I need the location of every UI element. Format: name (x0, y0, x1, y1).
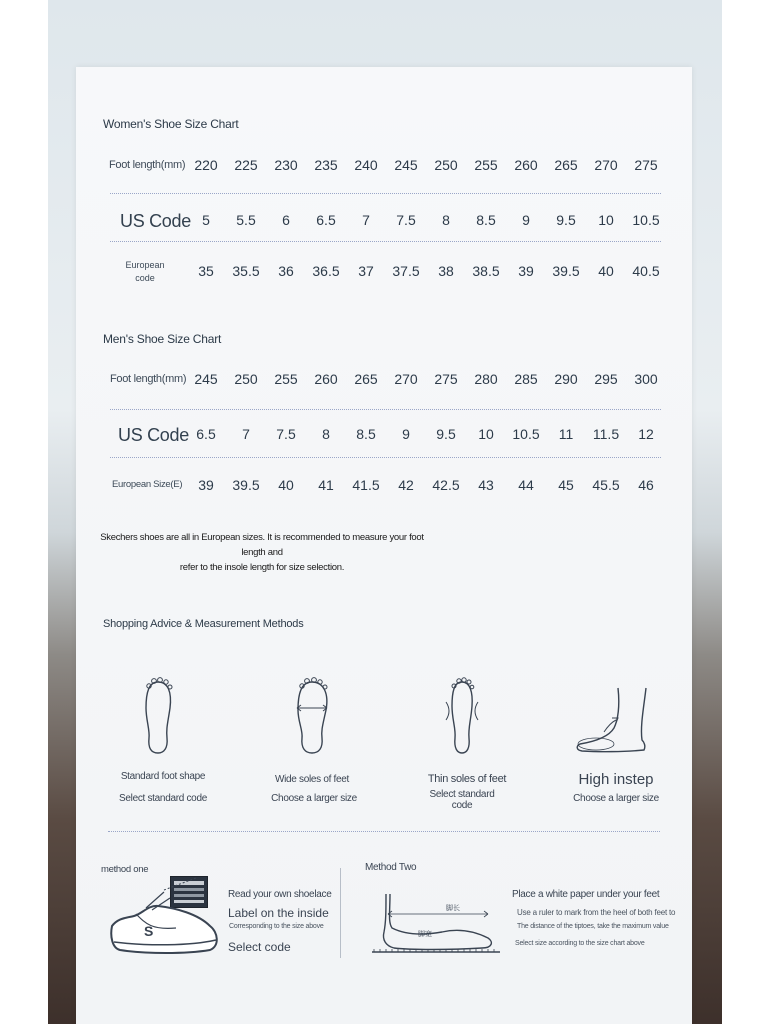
women-foot-length-row (186, 157, 666, 173)
women-us-cell: 10.5 (632, 212, 660, 228)
men-foot-length-row (186, 371, 666, 387)
women-us-cell: 5.5 (236, 212, 256, 228)
women-eu-label-line: code (135, 273, 155, 283)
men-eu-cell: 41.5 (352, 477, 380, 493)
size-note-line: refer to the insole length for size selection. (179, 562, 345, 573)
method-separator (340, 868, 341, 958)
men-foot-cell: 300 (634, 371, 658, 387)
women-eu-cell: 40 (598, 263, 614, 279)
men-foot-cell: 265 (354, 371, 378, 387)
women-foot-cell: 240 (354, 157, 378, 173)
thin-foot-advice-line: code (451, 800, 473, 811)
women-foot-cell: 255 (474, 157, 498, 173)
women-european-code-label (118, 259, 172, 285)
women-foot-cell: 265 (554, 157, 578, 173)
men-foot-cell: 290 (554, 371, 578, 387)
high-instep-caption: High instep (578, 771, 654, 788)
method-one-line: Select code (228, 940, 291, 954)
women-foot-cell: 245 (394, 157, 418, 173)
thin-foot-advice-line: Select standard (429, 789, 495, 800)
women-us-cell: 7.5 (396, 212, 416, 228)
men-us-code-label: US Code (118, 425, 189, 445)
men-us-cell: 7.5 (276, 426, 296, 442)
size-note-line: Skechers shoes are all in European sizes. It is recommended to measure your foot length and (100, 532, 424, 558)
men-foot-cell: 255 (274, 371, 298, 387)
size-note (90, 530, 434, 575)
men-us-cell: 9.5 (436, 426, 456, 442)
method-one-line: Read your own shoelace (228, 889, 332, 900)
men-eu-cell: 45.5 (592, 477, 620, 493)
women-foot-cell: 220 (194, 157, 218, 173)
women-eu-cell: 36 (278, 263, 294, 279)
left-border (0, 0, 48, 1024)
women-us-code-row (186, 212, 666, 228)
women-foot-cell: 250 (434, 157, 458, 173)
women-eu-cell: 39.5 (552, 263, 580, 279)
right-border (722, 0, 768, 1024)
women-us-cell: 6.5 (316, 212, 336, 228)
women-us-code-label: US Code (120, 211, 191, 231)
men-foot-cell: 280 (474, 371, 498, 387)
women-eu-cell: 37 (358, 263, 374, 279)
men-us-cell: 10.5 (512, 426, 540, 442)
women-foot-cell: 275 (634, 157, 658, 173)
sneaker-icon (106, 884, 222, 956)
men-us-cell: 7 (242, 426, 250, 442)
men-us-cell: 9 (402, 426, 410, 442)
women-eu-cell: 35 (198, 263, 214, 279)
divider (110, 193, 661, 194)
men-foot-length-label: Foot length(mm) (110, 373, 187, 385)
divider (110, 241, 661, 242)
method-two-line: Place a white paper under your feet (512, 889, 660, 900)
wide-foot-caption: Wide soles of feet (274, 774, 350, 785)
men-chart-title: Men's Shoe Size Chart (103, 332, 222, 346)
men-us-cell: 11.5 (592, 426, 620, 442)
women-us-cell: 8 (442, 212, 450, 228)
method-two-line: The distance of the tiptoes, take the maximum value (517, 923, 669, 930)
women-eu-cell: 37.5 (392, 263, 420, 279)
men-eu-cell: 40 (278, 477, 294, 493)
men-foot-cell: 285 (514, 371, 538, 387)
women-eu-cell: 36.5 (312, 263, 340, 279)
men-foot-cell: 295 (594, 371, 618, 387)
men-european-size-label: European Size(E) (112, 479, 183, 490)
men-us-cell: 8 (322, 426, 330, 442)
women-us-cell: 7 (362, 212, 370, 228)
men-eu-cell: 42 (398, 477, 414, 493)
men-eu-cell: 43 (478, 477, 494, 493)
men-us-cell: 10 (478, 426, 494, 442)
women-us-cell: 6 (282, 212, 290, 228)
women-us-cell: 8.5 (476, 212, 496, 228)
standard-foot-icon (138, 676, 178, 756)
men-us-cell: 12 (638, 426, 654, 442)
method-one-line: Label on the inside (228, 906, 329, 920)
method-one-line: Corresponding to the size above (229, 923, 324, 930)
women-eu-cell: 38.5 (472, 263, 500, 279)
method-two-line: Use a ruler to mark from the heel of both feet to (517, 908, 676, 917)
men-us-cell: 11 (558, 426, 574, 442)
women-us-cell: 5 (202, 212, 210, 228)
women-us-cell: 9 (522, 212, 530, 228)
men-foot-cell: 260 (314, 371, 338, 387)
advice-title: Shopping Advice & Measurement Methods (103, 618, 304, 630)
women-foot-cell: 235 (314, 157, 338, 173)
high-instep-foot-icon (574, 686, 650, 756)
foot-measurement-icon (370, 892, 502, 956)
foot-width-mark: 脚宽 (418, 930, 432, 938)
men-eu-cell: 41 (318, 477, 334, 493)
men-us-code-row (186, 426, 666, 442)
women-foot-cell: 230 (274, 157, 298, 173)
men-eu-cell: 44 (518, 477, 534, 493)
women-eu-label-line: European (125, 260, 165, 270)
standard-foot-advice: Select standard code (119, 793, 207, 804)
thin-foot-advice (412, 789, 512, 811)
foot-length-mark: 脚长 (446, 904, 460, 912)
men-foot-cell: 270 (394, 371, 418, 387)
women-eu-cell: 38 (438, 263, 454, 279)
men-eu-cell: 46 (638, 477, 654, 493)
women-foot-cell: 260 (514, 157, 538, 173)
men-eu-cell: 42.5 (432, 477, 460, 493)
men-eu-cell: 39.5 (232, 477, 260, 493)
method-two-title: Method Two (365, 862, 417, 873)
women-foot-cell: 270 (594, 157, 618, 173)
method-one-title: method one (101, 864, 149, 875)
thin-foot-icon (442, 676, 482, 756)
standard-foot-caption: Standard foot shape (120, 771, 206, 782)
women-foot-length-label: Foot length(mm) (109, 159, 186, 171)
divider (110, 409, 661, 410)
wide-foot-advice: Choose a larger size (271, 793, 357, 804)
women-european-code-row (186, 263, 666, 279)
women-us-cell: 9.5 (556, 212, 576, 228)
women-eu-cell: 40.5 (632, 263, 660, 279)
men-european-size-row (186, 477, 666, 493)
women-eu-cell: 35.5 (232, 263, 260, 279)
women-us-cell: 10 (598, 212, 614, 228)
wide-foot-icon (292, 676, 332, 756)
women-foot-cell: 225 (234, 157, 258, 173)
divider (110, 457, 661, 458)
men-us-cell: 8.5 (356, 426, 376, 442)
men-foot-cell: 250 (234, 371, 258, 387)
women-chart-title: Women's Shoe Size Chart (103, 117, 239, 131)
men-us-cell: 6.5 (196, 426, 216, 442)
men-eu-cell: 45 (558, 477, 574, 493)
men-foot-cell: 275 (434, 371, 458, 387)
method-two-line: Select size according to the size chart above (515, 940, 645, 947)
high-instep-advice: Choose a larger size (573, 793, 659, 804)
brand-logo: S (144, 923, 154, 939)
men-foot-cell: 245 (194, 371, 218, 387)
thin-foot-caption: Thin soles of feet (427, 773, 507, 785)
divider (108, 831, 660, 832)
women-eu-cell: 39 (518, 263, 534, 279)
men-eu-cell: 39 (198, 477, 214, 493)
